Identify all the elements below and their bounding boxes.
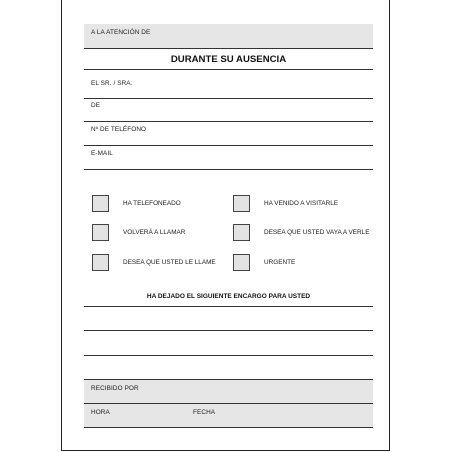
checkbox-label: URGENTE	[264, 258, 296, 266]
time-label: HORA	[91, 409, 110, 416]
checkbox-ha-telefoneado[interactable]	[92, 193, 181, 213]
form-title: DURANTE SU AUSENCIA	[170, 54, 287, 65]
checkbox-label: HA VENIDO A VISITARLE	[264, 199, 339, 207]
field-label-name: EL SR. / SRA.	[91, 80, 133, 87]
checkbox-box[interactable]	[233, 254, 250, 271]
message-form	[61, 0, 390, 451]
attention-label: A LA ATENCIÓN DE	[91, 29, 151, 36]
checkbox-ha-venido[interactable]	[233, 193, 338, 213]
received-top-rule	[84, 379, 373, 380]
message-heading: HA DEJADO EL SIGUIENTE ENCARGO PARA USTED	[146, 293, 311, 300]
field-rule-name[interactable]	[84, 98, 373, 99]
field-label-phone: Nº DE TELÉFONO	[91, 126, 147, 133]
checkbox-desea-que-le-llame[interactable]	[92, 252, 216, 272]
attention-rule	[84, 48, 373, 49]
checkbox-label: DESEA QUE USTED VAYA A VERLE	[264, 228, 370, 236]
checkbox-volvera-a-llamar[interactable]	[92, 222, 185, 242]
message-line-2[interactable]	[84, 330, 373, 331]
checkbox-label: HA TELEFONEADO	[123, 199, 181, 207]
attention-field[interactable]	[84, 24, 373, 48]
message-line-3[interactable]	[84, 355, 373, 356]
checkbox-urgente[interactable]	[233, 252, 295, 272]
received-by-rule[interactable]	[84, 403, 373, 404]
field-label-from: DE	[91, 102, 101, 109]
checkbox-box[interactable]	[233, 195, 250, 212]
checkbox-box[interactable]	[92, 254, 109, 271]
time-date-rule[interactable]	[84, 427, 373, 428]
checkbox-box[interactable]	[92, 224, 109, 241]
title-rule	[84, 69, 373, 70]
checkbox-label: VOLVERÁ A LLAMAR	[123, 228, 186, 236]
checkbox-box[interactable]	[92, 195, 109, 212]
field-rule-phone[interactable]	[84, 145, 373, 146]
checkbox-box[interactable]	[233, 224, 250, 241]
date-label: FECHA	[193, 409, 216, 416]
message-line-1[interactable]	[84, 306, 373, 307]
received-by-label: RECIBIDO POR	[91, 385, 139, 392]
checkbox-desea-que-vaya[interactable]	[233, 222, 369, 242]
field-rule-from[interactable]	[84, 121, 373, 122]
checkbox-label: DESEA QUE USTED LE LLAME	[123, 258, 216, 266]
field-rule-email[interactable]	[84, 169, 373, 170]
field-label-email: E-MAIL	[91, 150, 113, 157]
